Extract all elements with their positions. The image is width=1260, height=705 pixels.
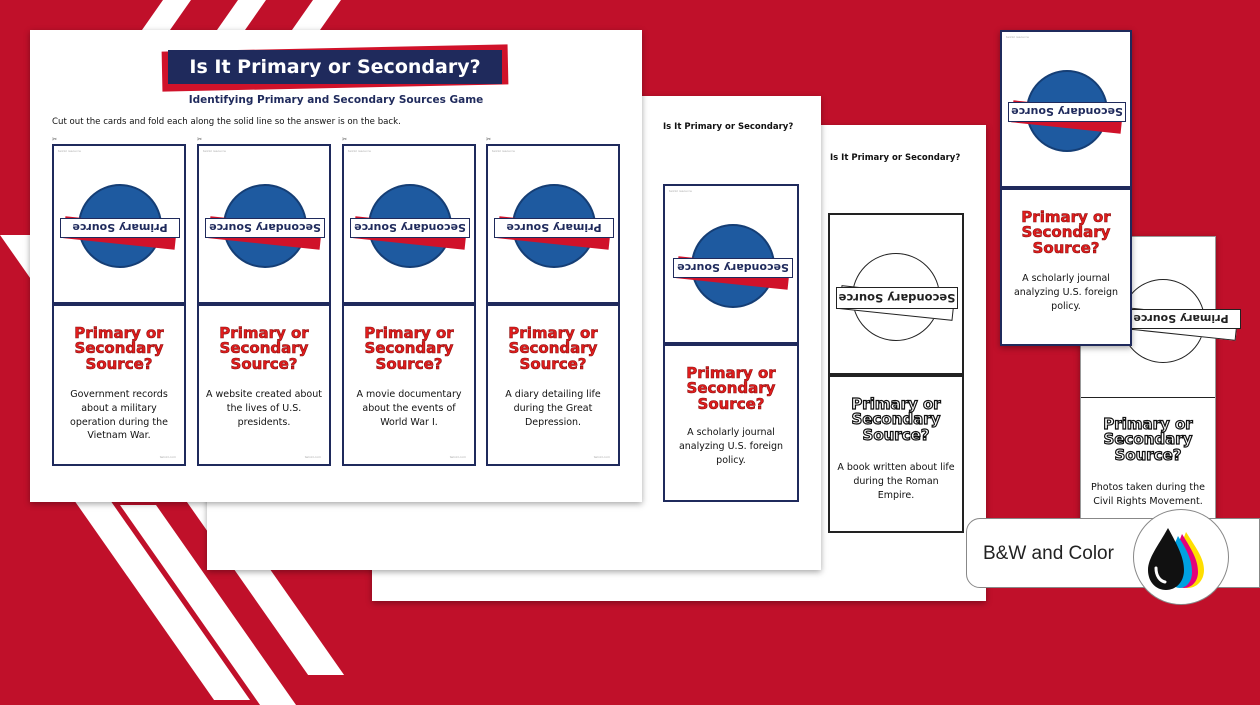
- answer-banner: [350, 208, 470, 248]
- question-text: Primary or Secondary Source?: [686, 364, 776, 413]
- sheet-title: Is It Primary or Secondary?: [830, 153, 961, 163]
- answer-card: twinkl resource Secondary Source: [1000, 30, 1132, 188]
- answer-card: twinkl resource Secondary Source: [197, 144, 331, 304]
- question-text: Primary or Secondary Source?: [851, 395, 941, 444]
- answer-label: Primary Source: [60, 218, 180, 238]
- sheet-title: Is It Primary or Secondary?: [663, 122, 794, 132]
- instructions: Cut out the cards and fold each along the solid line so the answer is on the back.: [52, 117, 401, 127]
- answer-label: Secondary Source: [350, 218, 470, 238]
- card-description: A movie documentary about the events of World War I.: [356, 389, 462, 428]
- question-card-bw: [828, 375, 964, 533]
- question-card: Primary or Secondary Source? A website created about the lives of U.S. presidents. twinkl.com: [197, 304, 331, 466]
- card-description: A scholarly journal analyzing U.S. foreign policy.: [678, 427, 784, 466]
- question-card: Primary or Secondary Source? A movie documentary about the events of World War I. twinkl.com: [342, 304, 476, 466]
- ink-drops-icon: [1133, 509, 1229, 605]
- question-text: Primary or Secondary Source?: [74, 324, 164, 373]
- answer-banner: [205, 208, 325, 248]
- bw-and-color-badge: [966, 518, 1260, 588]
- question-text: Primary or Secondary Source?: [508, 324, 598, 373]
- question-text: Primary or Secondary Source?: [219, 324, 309, 373]
- answer-label: Secondary Source: [1008, 102, 1126, 122]
- answer-label: Secondary Source: [205, 218, 325, 238]
- answer-banner: [1121, 299, 1241, 339]
- card-description: A website created about the lives of U.S. presidents.: [206, 389, 322, 428]
- page-title: Is It Primary or Secondary?: [189, 56, 481, 78]
- answer-card: twinkl resource Secondary Source: [663, 184, 799, 344]
- question-card: [663, 344, 799, 502]
- answer-banner: [1008, 92, 1126, 132]
- main-worksheet-page: [30, 30, 642, 502]
- page-subtitle: Identifying Primary and Secondary Sources Game: [188, 94, 484, 106]
- scissors-icon: ✂: [342, 136, 348, 143]
- answer-card: twinkl resource Primary Source: [486, 144, 620, 304]
- question-text: Primary or Secondary Source?: [1103, 415, 1193, 464]
- answer-label: Primary Source: [494, 218, 614, 238]
- title-banner: [162, 44, 508, 92]
- answer-card-bw: [828, 213, 964, 375]
- card-description: A book written about life during the Roman Empire.: [837, 462, 955, 501]
- question-card: [1000, 188, 1132, 346]
- answer-banner: [60, 208, 180, 248]
- answer-banner: [673, 248, 793, 288]
- scissors-icon: ✂: [52, 136, 58, 143]
- answer-card: twinkl resource Secondary Source: [342, 144, 476, 304]
- card-description: A scholarly journal analyzing U.S. foreign policy.: [1013, 273, 1119, 312]
- question-card: Primary or Secondary Source? Government records about a military operation during the Vietnam War. twinkl.com: [52, 304, 186, 466]
- answer-label: Secondary Source: [836, 287, 958, 309]
- answer-banner: [836, 275, 958, 319]
- cut-card-color: [1000, 30, 1132, 346]
- scissors-icon: ✂: [197, 136, 203, 143]
- card-description: Photos taken during the Civil Rights Movement.: [1091, 482, 1205, 507]
- card-description: A diary detailing life during the Great Depression.: [505, 389, 601, 428]
- question-card: Primary or Secondary Source? A diary detailing life during the Great Depression. twinkl.com: [486, 304, 620, 466]
- answer-banner: [494, 208, 614, 248]
- question-text: Primary or Secondary Source?: [364, 324, 454, 373]
- badge-label: B&W and Color: [983, 543, 1114, 564]
- answer-label: Primary Source: [1121, 309, 1241, 329]
- answer-card: twinkl resource Primary Source: [52, 144, 186, 304]
- answer-label: Secondary Source: [673, 258, 793, 278]
- question-text: Primary or Secondary Source?: [1021, 208, 1111, 257]
- scissors-icon: ✂: [486, 136, 492, 143]
- card-description: Government records about a military operation during the Vietnam War.: [70, 389, 168, 442]
